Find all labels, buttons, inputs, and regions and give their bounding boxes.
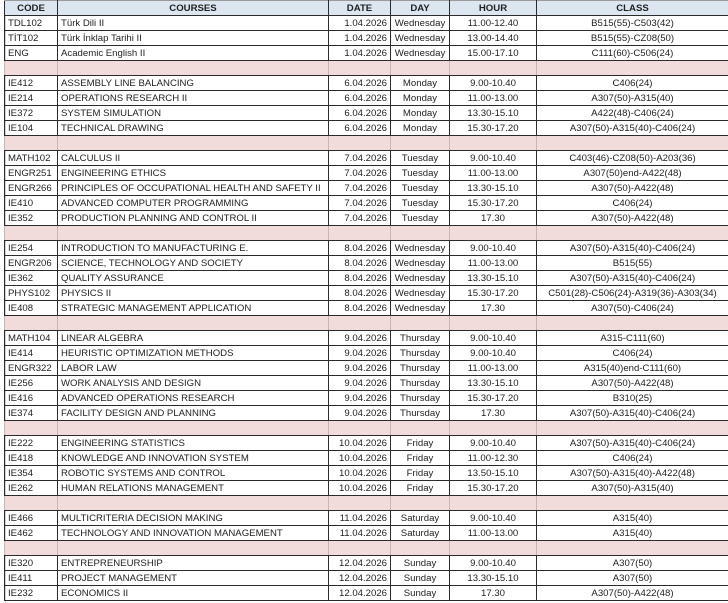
- cell-hour[interactable]: 9.00-10.40: [450, 556, 537, 571]
- cell-course[interactable]: ADVANCED COMPUTER PROGRAMMING: [58, 196, 329, 211]
- cell-day[interactable]: Thursday: [391, 391, 450, 406]
- cell-hour[interactable]: 9.00-10.40: [450, 151, 537, 166]
- day-separator-row: [5, 496, 728, 511]
- cell-course[interactable]: Türk İnklap Tarihi II: [58, 31, 329, 46]
- table-row: [5, 241, 728, 256]
- cell-course[interactable]: PROJECT MANAGEMENT: [58, 571, 329, 586]
- cell-date[interactable]: 12.04.2026: [329, 571, 391, 586]
- separator-cell[interactable]: [5, 136, 58, 151]
- cell-code[interactable]: IE410: [5, 196, 58, 211]
- cell-hour[interactable]: 9.00-10.40: [450, 331, 537, 346]
- cell-course[interactable]: WORK ANALYSIS AND DESIGN: [58, 376, 329, 391]
- cell-code[interactable]: IE214: [5, 91, 58, 106]
- separator-cell[interactable]: [450, 496, 537, 511]
- cell-code[interactable]: IE466: [5, 511, 58, 526]
- cell-code[interactable]: IE232: [5, 586, 58, 601]
- cell-class[interactable]: A307(50)-A422(48): [537, 211, 728, 226]
- separator-cell[interactable]: [58, 541, 329, 556]
- header-row: [5, 1, 728, 16]
- table-row: [5, 301, 728, 316]
- cell-day[interactable]: Friday: [391, 451, 450, 466]
- separator-cell[interactable]: [391, 421, 450, 436]
- cell-day[interactable]: Monday: [391, 121, 450, 136]
- table-row: [5, 181, 728, 196]
- table-row: [5, 586, 728, 601]
- cell-date[interactable]: 9.04.2026: [329, 391, 391, 406]
- cell-hour[interactable]: 17.30: [450, 211, 537, 226]
- cell-course[interactable]: QUALITY ASSURANCE: [58, 271, 329, 286]
- cell-day[interactable]: Monday: [391, 91, 450, 106]
- cell-class[interactable]: A307(50)-A315(40): [537, 481, 728, 496]
- cell-class[interactable]: C501(28)-C506(24)-A319(36)-A303(34): [537, 286, 728, 301]
- cell-code[interactable]: MATH104: [5, 331, 58, 346]
- cell-date[interactable]: 9.04.2026: [329, 346, 391, 361]
- cell-date[interactable]: 10.04.2026: [329, 451, 391, 466]
- cell-class[interactable]: A307(50)-A422(48): [537, 181, 728, 196]
- cell-code[interactable]: IE416: [5, 391, 58, 406]
- cell-day[interactable]: Tuesday: [391, 166, 450, 181]
- cell-class[interactable]: A422(48)-C406(24): [537, 106, 728, 121]
- cell-class[interactable]: C406(24): [537, 451, 728, 466]
- cell-date[interactable]: 10.04.2026: [329, 481, 391, 496]
- cell-date[interactable]: 11.04.2026: [329, 511, 391, 526]
- cell-course[interactable]: SYSTEM SIMULATION: [58, 106, 329, 121]
- cell-code[interactable]: IE352: [5, 211, 58, 226]
- separator-cell[interactable]: [537, 61, 728, 76]
- separator-cell[interactable]: [329, 136, 391, 151]
- separator-cell[interactable]: [450, 226, 537, 241]
- header-day[interactable]: DAY: [391, 1, 450, 16]
- cell-class[interactable]: A307(50)-A315(40)-C406(24): [537, 241, 728, 256]
- cell-class[interactable]: A315-C111(60): [537, 331, 728, 346]
- cell-date[interactable]: 6.04.2026: [329, 106, 391, 121]
- cell-date[interactable]: 7.04.2026: [329, 166, 391, 181]
- table-row: [5, 481, 728, 496]
- cell-code[interactable]: IE222: [5, 436, 58, 451]
- cell-date[interactable]: 6.04.2026: [329, 91, 391, 106]
- cell-class[interactable]: B515(55): [537, 256, 728, 271]
- cell-date[interactable]: 12.04.2026: [329, 556, 391, 571]
- table-row: [5, 406, 728, 421]
- cell-hour[interactable]: 15.00-17.10: [450, 46, 537, 61]
- separator-cell[interactable]: [58, 136, 329, 151]
- header-date[interactable]: DATE: [329, 1, 391, 16]
- cell-course[interactable]: KNOWLEDGE AND INNOVATION SYSTEM: [58, 451, 329, 466]
- separator-cell[interactable]: [391, 136, 450, 151]
- separator-cell[interactable]: [537, 541, 728, 556]
- table-row: [5, 511, 728, 526]
- cell-date[interactable]: 1.04.2026: [329, 16, 391, 31]
- cell-course[interactable]: PHYSICS II: [58, 286, 329, 301]
- table-row: [5, 436, 728, 451]
- cell-date[interactable]: 9.04.2026: [329, 331, 391, 346]
- cell-day[interactable]: Friday: [391, 481, 450, 496]
- header-class[interactable]: CLASS: [537, 1, 728, 16]
- cell-course[interactable]: FACILITY DESIGN AND PLANNING: [58, 406, 329, 421]
- cell-class[interactable]: A307(50)-A315(40)-C406(24): [537, 121, 728, 136]
- cell-code[interactable]: ENGR251: [5, 166, 58, 181]
- table-row: [5, 91, 728, 106]
- cell-date[interactable]: 6.04.2026: [329, 121, 391, 136]
- separator-cell[interactable]: [58, 496, 329, 511]
- cell-hour[interactable]: 9.00-10.40: [450, 436, 537, 451]
- table-row: [5, 166, 728, 181]
- cell-date[interactable]: 11.04.2026: [329, 526, 391, 541]
- cell-hour[interactable]: 13.30-15.10: [450, 571, 537, 586]
- cell-hour[interactable]: 15.30-17.20: [450, 481, 537, 496]
- header-hour[interactable]: HOUR: [450, 1, 537, 16]
- cell-class[interactable]: C406(24): [537, 76, 728, 91]
- separator-cell[interactable]: [391, 61, 450, 76]
- separator-cell[interactable]: [450, 136, 537, 151]
- cell-day[interactable]: Wednesday: [391, 301, 450, 316]
- cell-code[interactable]: IE412: [5, 76, 58, 91]
- cell-code[interactable]: IE256: [5, 376, 58, 391]
- cell-class[interactable]: A307(50): [537, 571, 728, 586]
- cell-class[interactable]: A307(50)-A315(40)-A422(48): [537, 466, 728, 481]
- cell-class[interactable]: A307(50): [537, 556, 728, 571]
- cell-day[interactable]: Friday: [391, 466, 450, 481]
- cell-class[interactable]: A307(50)-A422(48): [537, 586, 728, 601]
- cell-day[interactable]: Wednesday: [391, 286, 450, 301]
- cell-hour[interactable]: 11.00-13.00: [450, 91, 537, 106]
- cell-hour[interactable]: 11.00-12.30: [450, 451, 537, 466]
- cell-code[interactable]: IE372: [5, 106, 58, 121]
- table-row: [5, 466, 728, 481]
- cell-code[interactable]: IE408: [5, 301, 58, 316]
- cell-hour[interactable]: 17.30: [450, 301, 537, 316]
- separator-cell[interactable]: [391, 226, 450, 241]
- separator-cell[interactable]: [329, 226, 391, 241]
- cell-code[interactable]: ENGR322: [5, 361, 58, 376]
- separator-cell[interactable]: [5, 61, 58, 76]
- cell-code[interactable]: IE362: [5, 271, 58, 286]
- table-row: [5, 526, 728, 541]
- separator-cell[interactable]: [537, 496, 728, 511]
- cell-day[interactable]: Tuesday: [391, 211, 450, 226]
- cell-class[interactable]: A315(40): [537, 511, 728, 526]
- table-body: [5, 16, 728, 601]
- cell-date[interactable]: 9.04.2026: [329, 361, 391, 376]
- separator-cell[interactable]: [5, 496, 58, 511]
- cell-hour[interactable]: 9.00-10.40: [450, 511, 537, 526]
- separator-cell[interactable]: [5, 226, 58, 241]
- day-separator-row: [5, 136, 728, 151]
- cell-class[interactable]: A307(50)-A422(48): [537, 376, 728, 391]
- table-row: [5, 331, 728, 346]
- cell-day[interactable]: Wednesday: [391, 16, 450, 31]
- cell-class[interactable]: A315(40): [537, 526, 728, 541]
- cell-day[interactable]: Wednesday: [391, 241, 450, 256]
- table-row: [5, 16, 728, 31]
- table-row: [5, 46, 728, 61]
- cell-hour[interactable]: 13.30-15.10: [450, 376, 537, 391]
- cell-class[interactable]: B310(25): [537, 391, 728, 406]
- cell-date[interactable]: 9.04.2026: [329, 376, 391, 391]
- cell-date[interactable]: 12.04.2026: [329, 586, 391, 601]
- cell-code[interactable]: TDL102: [5, 16, 58, 31]
- separator-cell[interactable]: [450, 316, 537, 331]
- day-separator-row: [5, 421, 728, 436]
- cell-day[interactable]: Wednesday: [391, 31, 450, 46]
- cell-day[interactable]: Thursday: [391, 376, 450, 391]
- cell-hour[interactable]: 15.30-17.20: [450, 391, 537, 406]
- cell-hour[interactable]: 9.00-10.40: [450, 76, 537, 91]
- cell-date[interactable]: 7.04.2026: [329, 151, 391, 166]
- cell-day[interactable]: Thursday: [391, 331, 450, 346]
- day-separator-row: [5, 226, 728, 241]
- cell-course[interactable]: LINEAR ALGEBRA: [58, 331, 329, 346]
- cell-hour[interactable]: 13.30-15.10: [450, 106, 537, 121]
- cell-hour[interactable]: 13.50-15.10: [450, 466, 537, 481]
- separator-cell[interactable]: [58, 61, 329, 76]
- separator-cell[interactable]: [537, 136, 728, 151]
- cell-course[interactable]: HUMAN RELATIONS MANAGEMENT: [58, 481, 329, 496]
- cell-date[interactable]: 6.04.2026: [329, 76, 391, 91]
- cell-day[interactable]: Sunday: [391, 586, 450, 601]
- cell-day[interactable]: Tuesday: [391, 151, 450, 166]
- cell-day[interactable]: Monday: [391, 76, 450, 91]
- cell-hour[interactable]: 11.00-13.00: [450, 361, 537, 376]
- cell-date[interactable]: 8.04.2026: [329, 256, 391, 271]
- cell-course[interactable]: ENGINEERING STATISTICS: [58, 436, 329, 451]
- cell-date[interactable]: 8.04.2026: [329, 241, 391, 256]
- cell-class[interactable]: A307(50)-A315(40): [537, 91, 728, 106]
- separator-cell[interactable]: [329, 316, 391, 331]
- cell-hour[interactable]: 11.00-13.00: [450, 166, 537, 181]
- cell-course[interactable]: ECONOMICS II: [58, 586, 329, 601]
- separator-cell[interactable]: [5, 541, 58, 556]
- cell-course[interactable]: CALCULUS II: [58, 151, 329, 166]
- cell-course[interactable]: ENTREPRENEURSHIP: [58, 556, 329, 571]
- cell-code[interactable]: ENGR206: [5, 256, 58, 271]
- cell-course[interactable]: OPERATIONS RESEARCH II: [58, 91, 329, 106]
- table-row: [5, 76, 728, 91]
- cell-day[interactable]: Tuesday: [391, 181, 450, 196]
- cell-hour[interactable]: 15.30-17.20: [450, 286, 537, 301]
- exam-schedule-table: [4, 0, 728, 601]
- cell-class[interactable]: B515(55)-C503(42): [537, 16, 728, 31]
- cell-date[interactable]: 7.04.2026: [329, 211, 391, 226]
- cell-day[interactable]: Wednesday: [391, 271, 450, 286]
- cell-code[interactable]: MATH102: [5, 151, 58, 166]
- cell-course[interactable]: INTRODUCTION TO MANUFACTURING E.: [58, 241, 329, 256]
- separator-cell[interactable]: [58, 421, 329, 436]
- header-courses[interactable]: COURSES: [58, 1, 329, 16]
- table-row: [5, 271, 728, 286]
- cell-date[interactable]: 7.04.2026: [329, 196, 391, 211]
- cell-day[interactable]: Saturday: [391, 526, 450, 541]
- cell-code[interactable]: IE320: [5, 556, 58, 571]
- separator-cell[interactable]: [391, 316, 450, 331]
- table-row: [5, 556, 728, 571]
- cell-course[interactable]: SCIENCE, TECHNOLOGY AND SOCIETY: [58, 256, 329, 271]
- cell-hour[interactable]: 11.00-12.40: [450, 16, 537, 31]
- cell-hour[interactable]: 9.00-10.40: [450, 241, 537, 256]
- separator-cell[interactable]: [391, 496, 450, 511]
- cell-day[interactable]: Sunday: [391, 556, 450, 571]
- cell-hour[interactable]: 13.30-15.10: [450, 271, 537, 286]
- cell-hour[interactable]: 15.30-17.20: [450, 121, 537, 136]
- header-code[interactable]: CODE: [5, 1, 58, 16]
- cell-course[interactable]: ROBOTIC SYSTEMS AND CONTROL: [58, 466, 329, 481]
- cell-hour[interactable]: 11.00-13.00: [450, 526, 537, 541]
- cell-course[interactable]: ADVANCED OPERATIONS RESEARCH: [58, 391, 329, 406]
- cell-hour[interactable]: 9.00-10.40: [450, 346, 537, 361]
- cell-day[interactable]: Wednesday: [391, 46, 450, 61]
- table-row: [5, 286, 728, 301]
- cell-class[interactable]: A307(50)-C406(24): [537, 301, 728, 316]
- separator-cell[interactable]: [450, 541, 537, 556]
- cell-class[interactable]: C403(46)-CZ08(50)-A203(36): [537, 151, 728, 166]
- cell-class[interactable]: C111(60)-C506(24): [537, 46, 728, 61]
- table-row: [5, 571, 728, 586]
- cell-course[interactable]: TECHNOLOGY AND INNOVATION MANAGEMENT: [58, 526, 329, 541]
- cell-code[interactable]: ENG: [5, 46, 58, 61]
- cell-code[interactable]: IE462: [5, 526, 58, 541]
- cell-code[interactable]: ENGR266: [5, 181, 58, 196]
- cell-class[interactable]: B515(55)-CZ08(50): [537, 31, 728, 46]
- table-row: [5, 211, 728, 226]
- cell-date[interactable]: 10.04.2026: [329, 436, 391, 451]
- separator-cell[interactable]: [537, 226, 728, 241]
- separator-cell[interactable]: [5, 421, 58, 436]
- separator-cell[interactable]: [58, 316, 329, 331]
- cell-code[interactable]: IE418: [5, 451, 58, 466]
- cell-day[interactable]: Tuesday: [391, 196, 450, 211]
- day-separator-row: [5, 61, 728, 76]
- cell-day[interactable]: Thursday: [391, 361, 450, 376]
- day-separator-row: [5, 316, 728, 331]
- cell-class[interactable]: C406(24): [537, 196, 728, 211]
- table-row: [5, 31, 728, 46]
- day-separator-row: [5, 541, 728, 556]
- separator-cell[interactable]: [329, 541, 391, 556]
- separator-cell[interactable]: [450, 61, 537, 76]
- cell-course[interactable]: STRATEGIC MANAGEMENT APPLICATION: [58, 301, 329, 316]
- separator-cell[interactable]: [5, 316, 58, 331]
- cell-hour[interactable]: 13.30-15.10: [450, 181, 537, 196]
- table-row: [5, 391, 728, 406]
- cell-code[interactable]: TİT102: [5, 31, 58, 46]
- cell-hour[interactable]: 13.00-14.40: [450, 31, 537, 46]
- cell-date[interactable]: 8.04.2026: [329, 286, 391, 301]
- cell-class[interactable]: A307(50)end-A422(48): [537, 166, 728, 181]
- cell-date[interactable]: 1.04.2026: [329, 31, 391, 46]
- table-row: [5, 361, 728, 376]
- cell-class[interactable]: A307(50)-A315(40)-C406(24): [537, 406, 728, 421]
- cell-class[interactable]: C406(24): [537, 346, 728, 361]
- cell-day[interactable]: Monday: [391, 106, 450, 121]
- cell-date[interactable]: 1.04.2026: [329, 46, 391, 61]
- cell-course[interactable]: TECHNICAL DRAWING: [58, 121, 329, 136]
- separator-cell[interactable]: [537, 421, 728, 436]
- cell-course[interactable]: MULTICRITERIA DECISION MAKING: [58, 511, 329, 526]
- cell-day[interactable]: Sunday: [391, 571, 450, 586]
- cell-date[interactable]: 9.04.2026: [329, 406, 391, 421]
- separator-cell[interactable]: [329, 421, 391, 436]
- table-row: [5, 106, 728, 121]
- cell-course[interactable]: PRODUCTION PLANNING AND CONTROL II: [58, 211, 329, 226]
- cell-date[interactable]: 8.04.2026: [329, 301, 391, 316]
- cell-class[interactable]: A307(50)-A315(40)-C406(24): [537, 436, 728, 451]
- cell-code[interactable]: IE374: [5, 406, 58, 421]
- table-row: [5, 121, 728, 136]
- table-row: [5, 256, 728, 271]
- cell-class[interactable]: A315(40)end-C111(60): [537, 361, 728, 376]
- separator-cell[interactable]: [537, 316, 728, 331]
- separator-cell[interactable]: [329, 496, 391, 511]
- cell-day[interactable]: Thursday: [391, 346, 450, 361]
- cell-course[interactable]: Türk Dili II: [58, 16, 329, 31]
- cell-course[interactable]: Academic English II: [58, 46, 329, 61]
- cell-day[interactable]: Wednesday: [391, 256, 450, 271]
- table-row: [5, 346, 728, 361]
- cell-date[interactable]: 8.04.2026: [329, 271, 391, 286]
- separator-cell[interactable]: [450, 421, 537, 436]
- cell-date[interactable]: 7.04.2026: [329, 181, 391, 196]
- cell-code[interactable]: IE354: [5, 466, 58, 481]
- cell-course[interactable]: ASSEMBLY LINE BALANCING: [58, 76, 329, 91]
- cell-code[interactable]: IE104: [5, 121, 58, 136]
- cell-code[interactable]: IE262: [5, 481, 58, 496]
- cell-hour[interactable]: 17.30: [450, 586, 537, 601]
- cell-day[interactable]: Friday: [391, 436, 450, 451]
- table-row: [5, 376, 728, 391]
- separator-cell[interactable]: [391, 541, 450, 556]
- cell-code[interactable]: IE411: [5, 571, 58, 586]
- cell-hour[interactable]: 15.30-17.20: [450, 196, 537, 211]
- cell-course[interactable]: LABOR LAW: [58, 361, 329, 376]
- cell-hour[interactable]: 17.30: [450, 406, 537, 421]
- cell-hour[interactable]: 11.00-13.00: [450, 256, 537, 271]
- cell-day[interactable]: Thursday: [391, 406, 450, 421]
- cell-course[interactable]: PRINCIPLES OF OCCUPATIONAL HEALTH AND SAFETY II: [58, 181, 329, 196]
- cell-code[interactable]: PHYS102: [5, 286, 58, 301]
- cell-course[interactable]: HEURISTIC OPTIMIZATION METHODS: [58, 346, 329, 361]
- cell-date[interactable]: 10.04.2026: [329, 466, 391, 481]
- cell-class[interactable]: A307(50)-A315(40)-C406(24): [537, 271, 728, 286]
- separator-cell[interactable]: [329, 61, 391, 76]
- cell-code[interactable]: IE254: [5, 241, 58, 256]
- table-row: [5, 196, 728, 211]
- table-row: [5, 151, 728, 166]
- cell-course[interactable]: ENGINEERING ETHICS: [58, 166, 329, 181]
- cell-day[interactable]: Saturday: [391, 511, 450, 526]
- table-row: [5, 451, 728, 466]
- separator-cell[interactable]: [58, 226, 329, 241]
- cell-code[interactable]: IE414: [5, 346, 58, 361]
